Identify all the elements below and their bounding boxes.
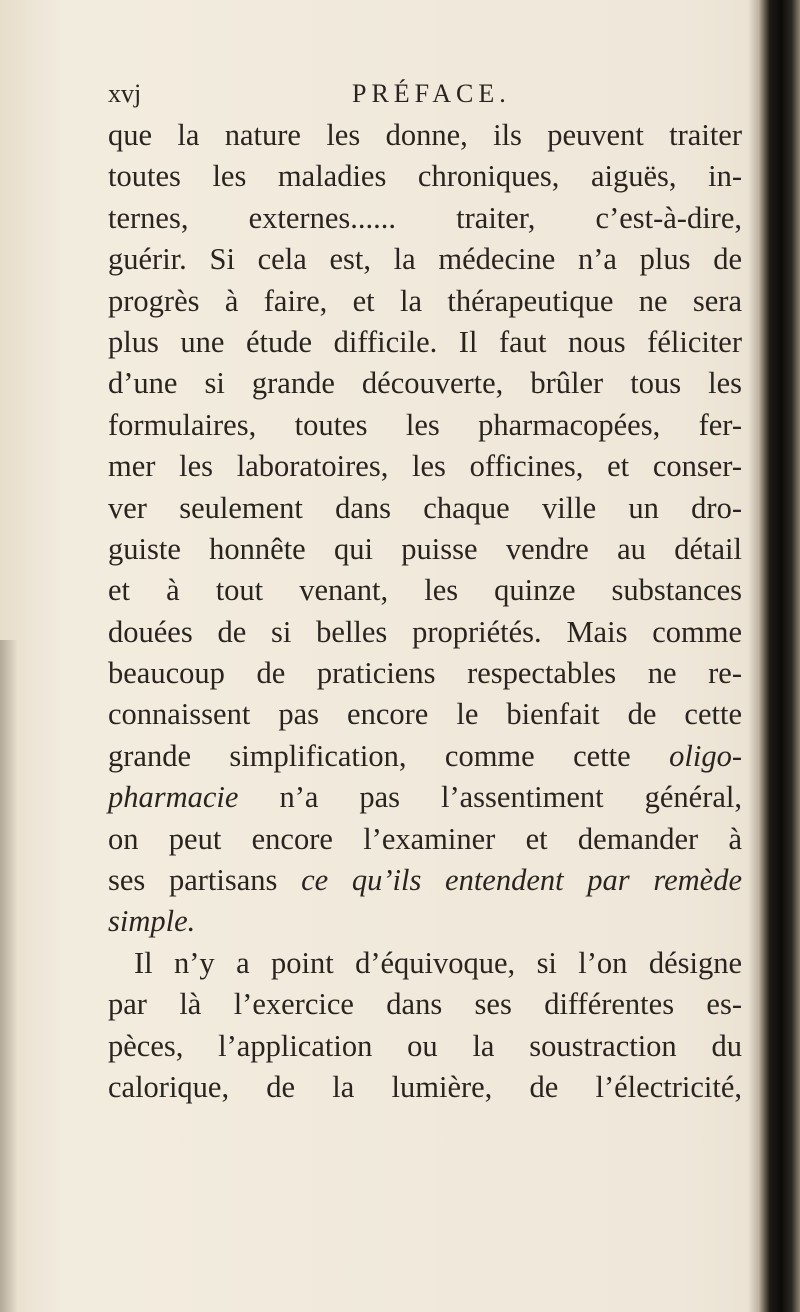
gutter-shadow: [748, 0, 758, 1312]
text-line: guérir. Si cela est, la médecine n’a plus de: [108, 242, 742, 277]
text-line: ver seulement dans chaque ville un dro-: [108, 490, 742, 525]
italic-term: pharmacie: [108, 780, 239, 815]
text-line: guiste honnête qui puisse vendre au détail: [108, 531, 742, 566]
text-line: pèces, l’application ou la soustraction du: [108, 1028, 742, 1063]
text-line: progrès à faire, et la thérapeutique ne sera: [108, 283, 742, 318]
text-line: douées de si belles propriétés. Mais comme: [108, 614, 742, 649]
italic-term: oligo-: [669, 738, 742, 773]
text-line: connaissent pas encore le bienfait de cette: [108, 697, 742, 732]
running-head: PRÉFACE.: [352, 79, 511, 108]
text-line: grande simplification, comme cette oligo-: [108, 738, 742, 773]
text-line: plus une étude difficile. Il faut nous féliciter: [108, 324, 742, 359]
text-line: et à tout venant, les quinze substances: [108, 573, 742, 608]
page-crease-shadow: [0, 640, 18, 1312]
body-text: [108, 115, 742, 1108]
italic-phrase: ce qu’ils entendent par remède: [301, 863, 742, 898]
text-line: d’une si grande découverte, brûler tous les: [108, 366, 742, 401]
page-number: xvj: [108, 79, 142, 108]
text-line: ses partisans ce qu’ils entendent par remède: [108, 863, 742, 898]
text-line: formulaires, toutes les pharmacopées, fer-: [108, 407, 742, 442]
text-line: par là l’exercice dans ses différentes es-: [108, 987, 742, 1022]
text-line: que la nature les donne, ils peuvent traiter: [108, 118, 742, 152]
text-line: [108, 901, 742, 942]
paragraph-start-line: Il n’y a point d’équivoque, si l’on désigne: [134, 945, 742, 980]
text-line: on peut encore l’examiner et demander à: [108, 821, 742, 856]
text-line: calorique, de la lumière, de l’électricité,: [108, 1069, 742, 1104]
book-spine: [758, 0, 800, 1312]
text-line: beaucoup de praticiens respectables ne re-: [108, 656, 742, 691]
page-header: [108, 76, 748, 112]
text-line: toutes les maladies chroniques, aiguës, in-: [108, 159, 742, 194]
text-line: mer les laboratoires, les officines, et conser-: [108, 449, 742, 484]
italic-phrase: simple.: [108, 904, 196, 939]
text-line: ternes, externes...... traiter, c’est-à-dire,: [108, 200, 742, 235]
text-line: pharmacie n’a pas l’assentiment général,: [108, 780, 742, 815]
